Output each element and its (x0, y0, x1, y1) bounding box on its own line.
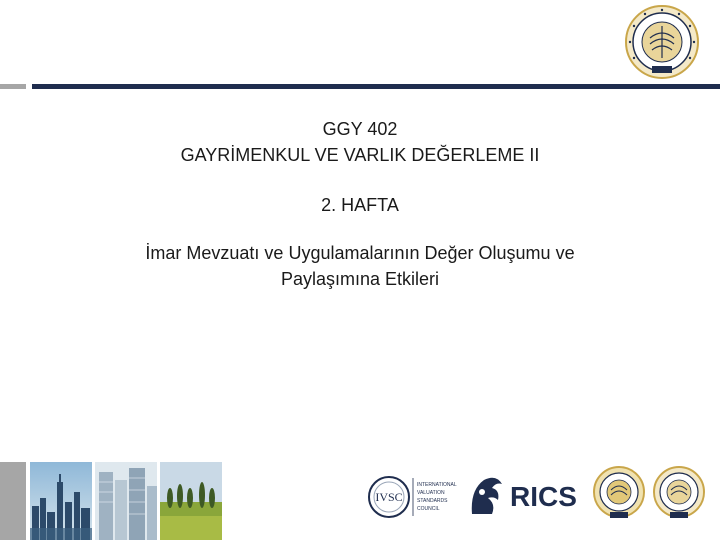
rics-label: RICS (510, 481, 577, 512)
top-rule-navy (32, 84, 720, 89)
countryside-photo (160, 462, 222, 540)
university-seal-icon (624, 4, 700, 80)
course-code: GGY 402 (322, 119, 398, 139)
course-title: GAYRİMENKUL VE VARLIK DEĞERLEME II (180, 145, 540, 165)
university-seal-icon (652, 464, 706, 522)
topic-line-2: Paylaşımına Etkileri (280, 269, 440, 289)
bottom-bar-gray (0, 462, 26, 540)
ivsc-logo (367, 472, 463, 522)
city-skyline-photo (30, 462, 92, 540)
ivsc-line-1: INTERNATIONAL (417, 482, 457, 488)
ivsc-line-4: COUNCIL (417, 506, 440, 512)
week-label: 2. HAFTA (321, 195, 399, 215)
rics-logo (466, 470, 580, 520)
slide-text (0, 116, 720, 292)
university-seal-icon (592, 464, 646, 522)
office-towers-photo (95, 462, 157, 540)
topic-line-1: İmar Mevzuatı ve Uygulamalarının Değer Oluşumu ve (145, 243, 575, 263)
ivsc-line-2: VALUATION (417, 490, 445, 496)
ivsc-abbr: IVSC (375, 490, 403, 504)
ivsc-line-3: STANDARDS (417, 498, 448, 504)
top-rule-gray (0, 84, 26, 89)
